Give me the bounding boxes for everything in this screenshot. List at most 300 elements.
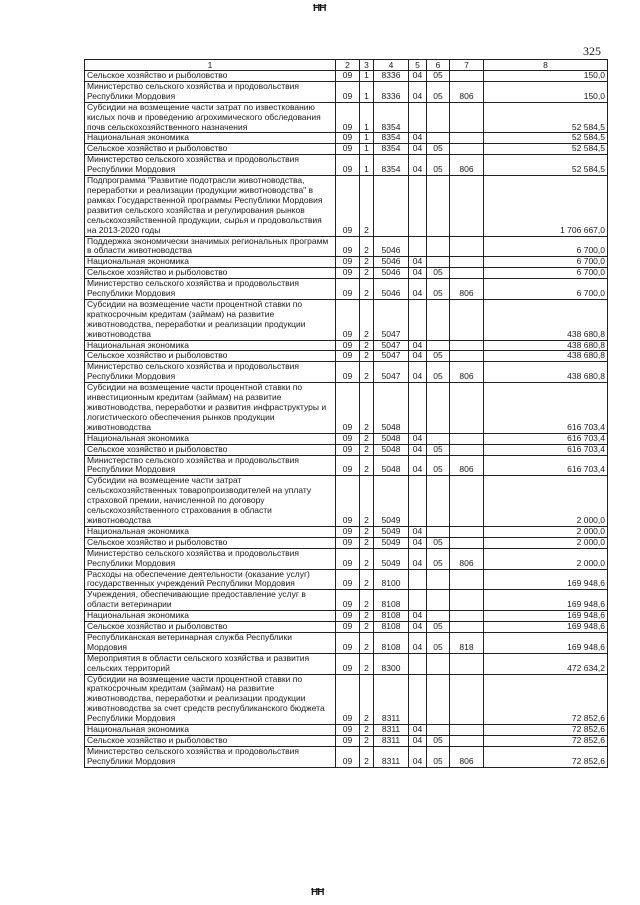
page-bottom-mark: ĦĦ	[311, 887, 324, 898]
cell-code-2: 09	[336, 455, 360, 476]
cell-code-4: 8354	[374, 144, 409, 155]
cell-code-6	[427, 102, 450, 133]
page-top-mark: ĦĦ	[313, 3, 326, 14]
cell-code-3: 2	[360, 632, 374, 653]
table-row	[85, 155, 608, 176]
cell-code-6: 05	[427, 736, 450, 747]
cell-code-7	[450, 383, 484, 434]
cell-code-6: 05	[427, 444, 450, 455]
table-row	[85, 622, 608, 633]
cell-code-7	[450, 102, 484, 133]
cell-code-6: 05	[427, 632, 450, 653]
cell-code-3: 2	[360, 351, 374, 362]
row-name-cell: Национальная экономика	[85, 433, 336, 444]
cell-code-3: 2	[360, 257, 374, 268]
cell-code-2: 09	[336, 257, 360, 268]
cell-code-5: 04	[409, 548, 427, 569]
row-name-cell: Министерство сельского хозяйства и продовольствия Республики Мордовия	[85, 155, 336, 176]
cell-code-6	[427, 653, 450, 674]
cell-code-2: 09	[336, 611, 360, 622]
row-name-cell: Поддержка экономически значимых региональных программ в области животноводства	[85, 236, 336, 257]
table-row	[85, 746, 608, 767]
cell-code-4: 5048	[374, 433, 409, 444]
cell-code-4: 8108	[374, 611, 409, 622]
cell-code-5: 04	[409, 155, 427, 176]
cell-code-5	[409, 102, 427, 133]
cell-code-5: 04	[409, 746, 427, 767]
cell-code-2: 09	[336, 746, 360, 767]
cell-code-7: 818	[450, 632, 484, 653]
cell-code-2: 09	[336, 155, 360, 176]
column-header: 6	[427, 60, 450, 71]
cell-code-4: 5047	[374, 299, 409, 340]
row-name-cell: Министерство сельского хозяйства и продовольствия Республики Мордовия	[85, 548, 336, 569]
cell-code-3: 1	[360, 71, 374, 82]
cell-code-4: 5046	[374, 236, 409, 257]
cell-code-6	[427, 299, 450, 340]
cell-code-7: 806	[450, 455, 484, 476]
row-name-cell: Сельское хозяйство и рыболовство	[85, 444, 336, 455]
table-row	[85, 444, 608, 455]
cell-code-3: 2	[360, 622, 374, 633]
cell-code-3: 2	[360, 299, 374, 340]
cell-code-6	[427, 383, 450, 434]
table-row	[85, 279, 608, 300]
cell-code-7	[450, 476, 484, 527]
row-name-cell: Субсидии на возмещение части затрат по известкованию кислых почв и проведению агрохимического обследования почв сельскохозяйственного назначения	[85, 102, 336, 133]
table-row	[85, 236, 608, 257]
cell-code-2: 09	[336, 176, 360, 236]
cell-amount: 169 948,6	[484, 590, 608, 611]
cell-code-6: 05	[427, 537, 450, 548]
cell-code-3: 2	[360, 611, 374, 622]
row-name-cell: Субсидии на возмещение части затрат сельскохозяйственных товаропроизводителей на уплату страховой премии, начисленной по договору сельскохозяйственного страхования в области животноводства	[85, 476, 336, 527]
cell-code-5	[409, 674, 427, 725]
cell-code-3: 2	[360, 725, 374, 736]
cell-code-5: 04	[409, 340, 427, 351]
row-name-cell: Расходы на обеспечение деятельности (оказание услуг) государственных учреждений Республики Мордовия	[85, 569, 336, 590]
cell-code-3: 2	[360, 455, 374, 476]
cell-amount: 6 700,0	[484, 236, 608, 257]
cell-code-5: 04	[409, 433, 427, 444]
cell-code-5: 04	[409, 257, 427, 268]
cell-amount: 472 634,2	[484, 653, 608, 674]
table-row	[85, 176, 608, 236]
budget-table	[84, 59, 608, 768]
cell-code-7	[450, 653, 484, 674]
cell-code-7	[450, 526, 484, 537]
cell-code-3: 2	[360, 279, 374, 300]
row-name-cell: Сельское хозяйство и рыболовство	[85, 351, 336, 362]
cell-code-3: 2	[360, 537, 374, 548]
cell-code-7	[450, 144, 484, 155]
cell-code-7	[450, 736, 484, 747]
row-name-cell: Субсидии на возмещение части процентной ставки по краткосрочным кредитам (займам) на развитие животноводства, переработки и реализации продукции животноводства за счет средств республиканского бюджета Республики Мордовия	[85, 674, 336, 725]
cell-code-3: 2	[360, 548, 374, 569]
row-name-cell: Национальная экономика	[85, 725, 336, 736]
cell-code-6	[427, 257, 450, 268]
cell-code-5: 04	[409, 362, 427, 383]
cell-code-5: 04	[409, 537, 427, 548]
cell-amount: 438 680,8	[484, 299, 608, 340]
cell-amount: 616 703,4	[484, 383, 608, 434]
cell-code-6	[427, 725, 450, 736]
cell-code-2: 09	[336, 622, 360, 633]
table-row	[85, 257, 608, 268]
row-name-cell: Субсидии на возмещение части процентной ставки по краткосрочным кредитам (займам) на развитие животноводства, переработки и реализации продукции животноводства	[85, 299, 336, 340]
cell-amount: 616 703,4	[484, 433, 608, 444]
column-header: 8	[484, 60, 608, 71]
cell-code-3: 2	[360, 590, 374, 611]
table-row	[85, 144, 608, 155]
cell-code-3: 2	[360, 340, 374, 351]
cell-code-5: 04	[409, 725, 427, 736]
cell-code-4: 8336	[374, 71, 409, 82]
cell-code-7	[450, 537, 484, 548]
cell-code-3: 1	[360, 155, 374, 176]
cell-code-7: 806	[450, 362, 484, 383]
cell-amount: 2 000,0	[484, 476, 608, 527]
cell-code-3: 2	[360, 526, 374, 537]
cell-amount: 72 852,6	[484, 674, 608, 725]
column-header: 1	[85, 60, 336, 71]
cell-code-5	[409, 299, 427, 340]
cell-code-7	[450, 71, 484, 82]
column-header: 2	[336, 60, 360, 71]
cell-code-4: 8311	[374, 674, 409, 725]
cell-amount: 52 584,5	[484, 144, 608, 155]
cell-code-5: 04	[409, 144, 427, 155]
cell-amount: 438 680,8	[484, 362, 608, 383]
cell-code-7: 806	[450, 279, 484, 300]
cell-code-4: 8354	[374, 102, 409, 133]
cell-code-4: 8100	[374, 569, 409, 590]
cell-code-2: 09	[336, 133, 360, 144]
cell-code-2: 09	[336, 526, 360, 537]
cell-code-7: 806	[450, 746, 484, 767]
cell-amount: 438 680,8	[484, 340, 608, 351]
cell-code-4: 5048	[374, 444, 409, 455]
cell-code-4: 8300	[374, 653, 409, 674]
table-row	[85, 476, 608, 527]
cell-amount: 2 000,0	[484, 526, 608, 537]
cell-code-6	[427, 674, 450, 725]
row-name-cell: Министерство сельского хозяйства и продовольствия Республики Мордовия	[85, 81, 336, 102]
table-row	[85, 526, 608, 537]
row-name-cell: Министерство сельского хозяйства и продовольствия Республики Мордовия	[85, 746, 336, 767]
table-row	[85, 133, 608, 144]
cell-code-2: 09	[336, 144, 360, 155]
cell-code-7	[450, 236, 484, 257]
cell-code-3: 2	[360, 746, 374, 767]
cell-code-7	[450, 351, 484, 362]
cell-code-3: 2	[360, 476, 374, 527]
table-row	[85, 674, 608, 725]
cell-code-4: 8311	[374, 736, 409, 747]
cell-amount: 2 000,0	[484, 537, 608, 548]
cell-code-2: 09	[336, 340, 360, 351]
cell-code-5	[409, 476, 427, 527]
cell-code-7	[450, 133, 484, 144]
cell-code-5	[409, 590, 427, 611]
cell-code-6: 05	[427, 548, 450, 569]
cell-code-7	[450, 257, 484, 268]
cell-amount: 169 948,6	[484, 632, 608, 653]
cell-code-4: 5046	[374, 279, 409, 300]
cell-amount: 616 703,4	[484, 444, 608, 455]
row-name-cell: Национальная экономика	[85, 611, 336, 622]
cell-code-2: 09	[336, 279, 360, 300]
row-name-cell: Субсидии на возмещение части процентной ставки по инвестиционным кредитам (займам) на развитие животноводства, переработки и развития инфраструктуры и логистического обеспечения рынков продукции животноводства	[85, 383, 336, 434]
cell-code-2: 09	[336, 444, 360, 455]
cell-code-4: 5049	[374, 548, 409, 569]
cell-code-6	[427, 133, 450, 144]
cell-code-7	[450, 340, 484, 351]
cell-code-6	[427, 236, 450, 257]
cell-code-5: 04	[409, 455, 427, 476]
table-row	[85, 455, 608, 476]
cell-code-4	[374, 176, 409, 236]
cell-code-7: 806	[450, 81, 484, 102]
cell-code-3: 2	[360, 736, 374, 747]
cell-code-2: 09	[336, 632, 360, 653]
cell-code-6: 05	[427, 268, 450, 279]
cell-code-7: 806	[450, 548, 484, 569]
column-header: 7	[450, 60, 484, 71]
cell-code-2: 09	[336, 653, 360, 674]
cell-code-5: 04	[409, 622, 427, 633]
cell-code-7	[450, 268, 484, 279]
cell-code-6	[427, 476, 450, 527]
column-header: 5	[409, 60, 427, 71]
table-row	[85, 81, 608, 102]
table-row	[85, 433, 608, 444]
cell-amount: 169 948,6	[484, 611, 608, 622]
cell-code-3: 1	[360, 81, 374, 102]
cell-code-6: 05	[427, 362, 450, 383]
cell-amount: 6 700,0	[484, 268, 608, 279]
table-row	[85, 383, 608, 434]
cell-code-2: 09	[336, 102, 360, 133]
cell-code-7	[450, 176, 484, 236]
row-name-cell: Сельское хозяйство и рыболовство	[85, 537, 336, 548]
cell-code-4: 5049	[374, 476, 409, 527]
cell-code-2: 09	[336, 268, 360, 279]
row-name-cell: Министерство сельского хозяйства и продовольствия Республики Мордовия	[85, 279, 336, 300]
row-name-cell: Сельское хозяйство и рыболовство	[85, 144, 336, 155]
cell-code-4: 5049	[374, 537, 409, 548]
cell-code-2: 09	[336, 548, 360, 569]
table-row	[85, 537, 608, 548]
cell-code-2: 09	[336, 674, 360, 725]
table-row	[85, 102, 608, 133]
cell-code-5: 04	[409, 444, 427, 455]
cell-code-3: 2	[360, 268, 374, 279]
table-row	[85, 653, 608, 674]
cell-code-6: 05	[427, 81, 450, 102]
cell-code-4: 5048	[374, 383, 409, 434]
cell-code-7: 806	[450, 155, 484, 176]
cell-code-7	[450, 433, 484, 444]
cell-code-5: 04	[409, 736, 427, 747]
cell-code-5: 04	[409, 351, 427, 362]
cell-code-5: 04	[409, 526, 427, 537]
cell-code-5: 04	[409, 279, 427, 300]
cell-code-4: 8311	[374, 746, 409, 767]
cell-code-2: 09	[336, 736, 360, 747]
cell-code-3: 2	[360, 653, 374, 674]
row-name-cell: Сельское хозяйство и рыболовство	[85, 622, 336, 633]
cell-code-3: 1	[360, 133, 374, 144]
cell-code-7	[450, 299, 484, 340]
cell-code-2: 09	[336, 71, 360, 82]
cell-code-3: 2	[360, 176, 374, 236]
cell-code-2: 09	[336, 362, 360, 383]
cell-code-4: 8354	[374, 133, 409, 144]
row-name-cell: Министерство сельского хозяйства и продовольствия Республики Мордовия	[85, 455, 336, 476]
cell-code-5	[409, 653, 427, 674]
cell-code-6	[427, 433, 450, 444]
cell-code-4: 8108	[374, 590, 409, 611]
row-name-cell: Национальная экономика	[85, 526, 336, 537]
cell-code-3: 2	[360, 383, 374, 434]
column-header: 3	[360, 60, 374, 71]
cell-code-4: 5048	[374, 455, 409, 476]
cell-code-5	[409, 176, 427, 236]
cell-amount: 52 584,5	[484, 133, 608, 144]
cell-code-6	[427, 176, 450, 236]
cell-code-2: 09	[336, 725, 360, 736]
cell-code-3: 2	[360, 362, 374, 383]
row-name-cell: Сельское хозяйство и рыболовство	[85, 268, 336, 279]
cell-code-4: 8354	[374, 155, 409, 176]
cell-code-6: 05	[427, 455, 450, 476]
table-row	[85, 340, 608, 351]
page-number: 325	[583, 44, 601, 58]
cell-code-6: 05	[427, 71, 450, 82]
row-name-cell: Подпрограмма "Развитие подотрасли животноводства, переработки и реализации продукции животноводства" в рамках Государственной программы Республики Мордовия развития сельского хозяйства и регулирования рынков сельскохозяйственной продукции, сырья и продовольствия на 2013-2020 годы	[85, 176, 336, 236]
cell-code-5: 04	[409, 81, 427, 102]
cell-amount: 1 706 667,0	[484, 176, 608, 236]
table-row	[85, 71, 608, 82]
table-row	[85, 362, 608, 383]
cell-amount: 52 584,5	[484, 102, 608, 133]
cell-code-6: 05	[427, 144, 450, 155]
table-header-row	[85, 60, 608, 71]
row-name-cell: Национальная экономика	[85, 340, 336, 351]
cell-amount: 150,0	[484, 81, 608, 102]
row-name-cell: Республиканская ветеринарная служба Республики Мордовия	[85, 632, 336, 653]
cell-code-2: 09	[336, 590, 360, 611]
cell-code-7	[450, 444, 484, 455]
cell-code-2: 09	[336, 569, 360, 590]
table-row	[85, 569, 608, 590]
row-name-cell: Национальная экономика	[85, 257, 336, 268]
table-row	[85, 548, 608, 569]
table-row	[85, 632, 608, 653]
cell-code-5	[409, 569, 427, 590]
cell-amount: 72 852,6	[484, 736, 608, 747]
cell-code-6: 05	[427, 746, 450, 767]
cell-code-4: 5046	[374, 257, 409, 268]
table-row	[85, 725, 608, 736]
cell-amount: 150,0	[484, 71, 608, 82]
cell-code-7	[450, 674, 484, 725]
cell-code-2: 09	[336, 81, 360, 102]
table-row	[85, 736, 608, 747]
cell-code-5: 04	[409, 71, 427, 82]
cell-code-3: 1	[360, 102, 374, 133]
cell-code-6	[427, 611, 450, 622]
cell-code-2: 09	[336, 351, 360, 362]
cell-code-2: 09	[336, 383, 360, 434]
cell-code-5: 04	[409, 611, 427, 622]
cell-code-7	[450, 569, 484, 590]
column-header: 4	[374, 60, 409, 71]
cell-code-7	[450, 725, 484, 736]
table-row	[85, 299, 608, 340]
cell-code-4: 8108	[374, 632, 409, 653]
cell-code-4: 8311	[374, 725, 409, 736]
cell-code-4: 5047	[374, 340, 409, 351]
cell-code-4: 5047	[374, 362, 409, 383]
cell-code-4: 5046	[374, 268, 409, 279]
row-name-cell: Национальная экономика	[85, 133, 336, 144]
cell-code-3: 2	[360, 674, 374, 725]
cell-code-5: 04	[409, 632, 427, 653]
cell-code-6: 05	[427, 622, 450, 633]
cell-code-3: 2	[360, 444, 374, 455]
cell-code-6	[427, 569, 450, 590]
cell-code-3: 2	[360, 569, 374, 590]
row-name-cell: Мероприятия в области сельского хозяйства и развития сельских территорий	[85, 653, 336, 674]
cell-code-2: 09	[336, 299, 360, 340]
table-row	[85, 268, 608, 279]
cell-code-3: 2	[360, 433, 374, 444]
row-name-cell: Сельское хозяйство и рыболовство	[85, 71, 336, 82]
cell-code-3: 1	[360, 144, 374, 155]
row-name-cell: Министерство сельского хозяйства и продовольствия Республики Мордовия	[85, 362, 336, 383]
cell-amount: 169 948,6	[484, 622, 608, 633]
cell-amount: 438 680,8	[484, 351, 608, 362]
cell-code-5: 04	[409, 133, 427, 144]
row-name-cell: Сельское хозяйство и рыболовство	[85, 736, 336, 747]
cell-code-6: 05	[427, 351, 450, 362]
cell-amount: 72 852,6	[484, 725, 608, 736]
cell-code-5: 04	[409, 268, 427, 279]
cell-amount: 616 703,4	[484, 455, 608, 476]
cell-code-6: 05	[427, 279, 450, 300]
cell-amount: 6 700,0	[484, 257, 608, 268]
cell-code-2: 09	[336, 433, 360, 444]
cell-code-2: 09	[336, 236, 360, 257]
cell-code-5	[409, 236, 427, 257]
cell-amount: 72 852,6	[484, 746, 608, 767]
cell-code-7	[450, 590, 484, 611]
table-row	[85, 351, 608, 362]
cell-code-6	[427, 590, 450, 611]
cell-amount: 2 000,0	[484, 548, 608, 569]
table-row	[85, 590, 608, 611]
row-name-cell: Учреждения, обеспечивающие предоставление услуг в области ветеринарии	[85, 590, 336, 611]
cell-code-4: 8108	[374, 622, 409, 633]
cell-code-2: 09	[336, 476, 360, 527]
table-row	[85, 611, 608, 622]
cell-code-6: 05	[427, 155, 450, 176]
cell-code-4: 8336	[374, 81, 409, 102]
cell-code-6	[427, 340, 450, 351]
cell-code-4: 5047	[374, 351, 409, 362]
